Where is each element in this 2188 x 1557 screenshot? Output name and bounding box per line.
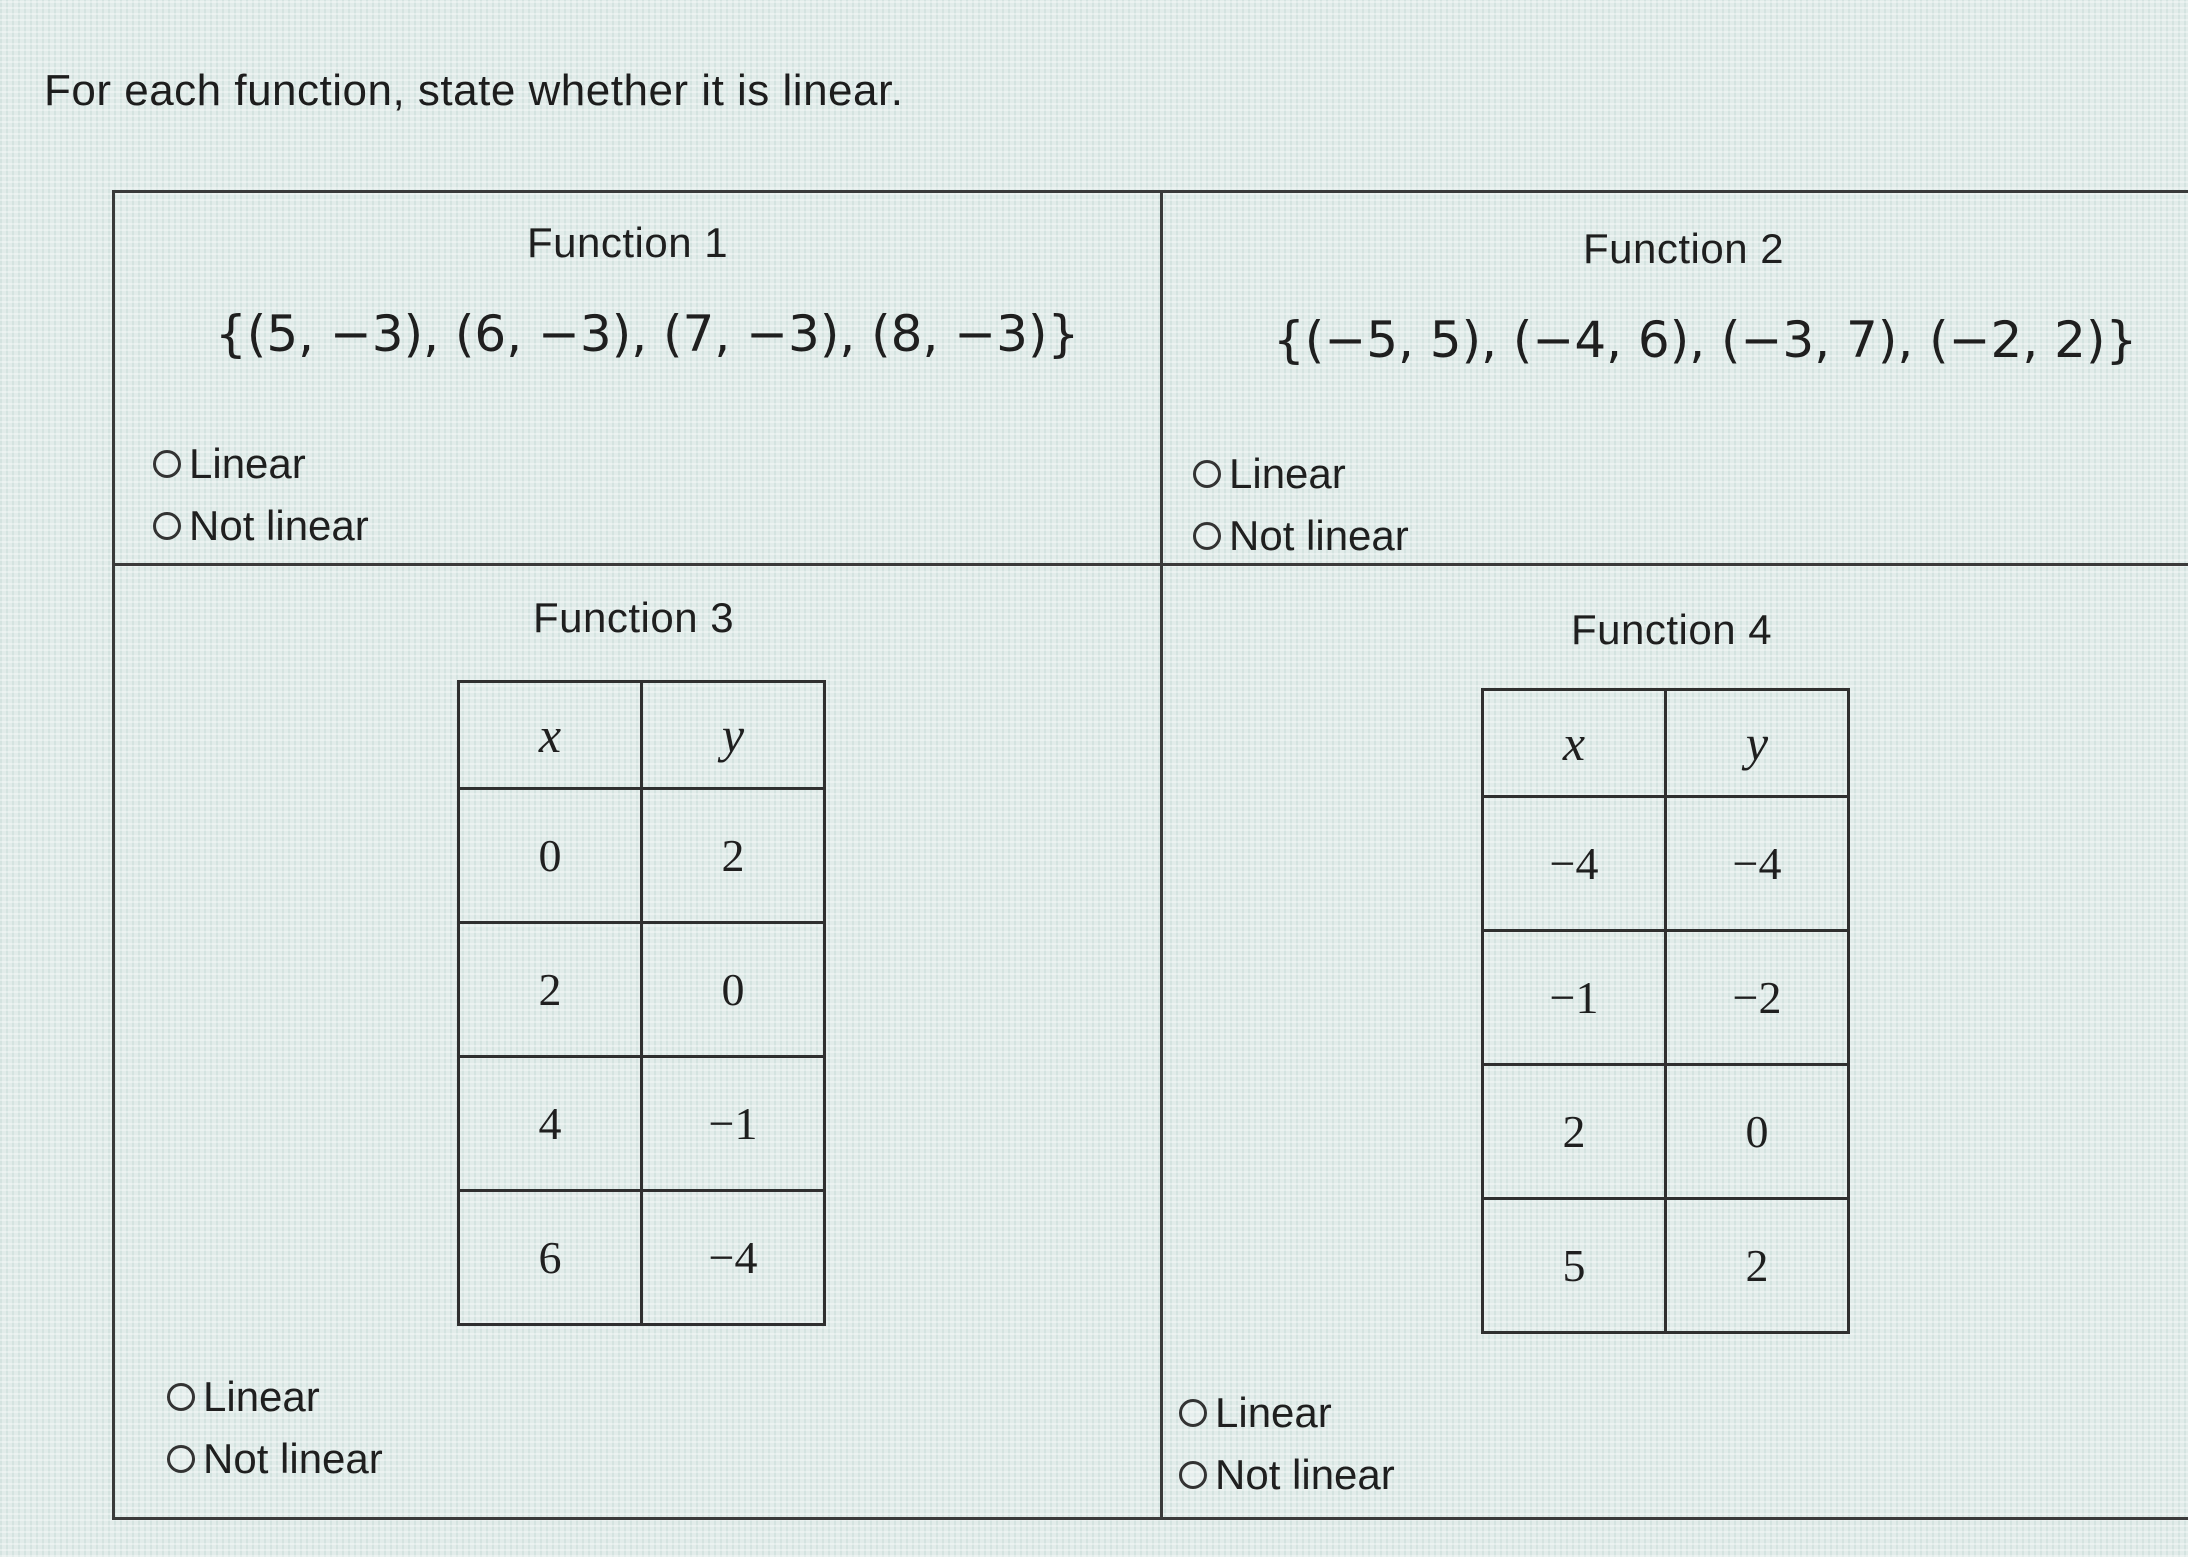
table-row: [459, 789, 825, 923]
table-row: [459, 1191, 825, 1325]
y-cell: −4: [1666, 797, 1849, 931]
function-3-option-not-linear[interactable]: [167, 1428, 383, 1490]
function-2-option-linear[interactable]: [1193, 443, 1409, 505]
function-3-table: [457, 680, 826, 1326]
function-3-linear-label: Linear: [203, 1373, 320, 1420]
x-cell: 2: [1483, 1065, 1666, 1199]
function-4-title: Function 4: [1571, 606, 1773, 653]
function-1-option-linear[interactable]: [153, 433, 369, 495]
function-4-not-linear-radio[interactable]: [1179, 1461, 1207, 1489]
x-cell: 6: [459, 1191, 642, 1325]
y-cell: 2: [1666, 1199, 1849, 1333]
function-2-title: Function 2: [1583, 225, 1785, 272]
function-4-linear-radio[interactable]: [1179, 1399, 1207, 1427]
function-1-not-linear-label: Not linear: [189, 502, 369, 549]
function-3-not-linear-label: Not linear: [203, 1435, 383, 1482]
function-1-title: Function 1: [527, 219, 729, 266]
function-3-options: [167, 1366, 383, 1490]
function-2-options: [1193, 443, 1409, 567]
y-header: y: [642, 682, 825, 789]
x-cell: −4: [1483, 797, 1666, 931]
function-2-set: {(−5, 5), (−4, 6), (−3, 7), (−2, 2)}: [1273, 311, 2138, 369]
function-3-cell: [115, 566, 1160, 1520]
function-1-set: {(5, −3), (6, −3), (7, −3), (8, −3)}: [215, 305, 1080, 363]
function-1-option-not-linear[interactable]: [153, 495, 369, 557]
function-4-not-linear-label: Not linear: [1215, 1451, 1395, 1498]
function-2-linear-radio[interactable]: [1193, 460, 1221, 488]
function-2-not-linear-label: Not linear: [1229, 512, 1409, 559]
function-4-cell: [1163, 566, 2188, 1520]
function-4-options: [1179, 1382, 1395, 1506]
functions-grid: [112, 190, 2188, 1520]
table-row: [1483, 931, 1849, 1065]
function-1-linear-radio[interactable]: [153, 450, 181, 478]
function-4-table: [1481, 688, 1850, 1334]
y-cell: 2: [642, 789, 825, 923]
function-4-linear-label: Linear: [1215, 1389, 1332, 1436]
x-cell: 2: [459, 923, 642, 1057]
function-1-options: [153, 433, 369, 557]
table-row: [459, 1057, 825, 1191]
table-row: [459, 923, 825, 1057]
x-cell: 5: [1483, 1199, 1666, 1333]
function-3-not-linear-radio[interactable]: [167, 1445, 195, 1473]
function-2-cell: [1163, 193, 2188, 563]
table-row: [1483, 1199, 1849, 1333]
x-header: x: [1483, 690, 1666, 797]
function-1-linear-label: Linear: [189, 440, 306, 487]
y-header: y: [1666, 690, 1849, 797]
function-4-option-not-linear[interactable]: [1179, 1444, 1395, 1506]
function-4-option-linear[interactable]: [1179, 1382, 1395, 1444]
x-cell: −1: [1483, 931, 1666, 1065]
function-1-not-linear-radio[interactable]: [153, 512, 181, 540]
function-2-option-not-linear[interactable]: [1193, 505, 1409, 567]
table-header-row: [1483, 690, 1849, 797]
table-row: [1483, 797, 1849, 931]
question-prompt: For each function, state whether it is linear.: [44, 66, 904, 115]
x-header: x: [459, 682, 642, 789]
function-3-option-linear[interactable]: [167, 1366, 383, 1428]
y-cell: −2: [1666, 931, 1849, 1065]
function-2-not-linear-radio[interactable]: [1193, 522, 1221, 550]
function-2-linear-label: Linear: [1229, 450, 1346, 497]
y-cell: 0: [642, 923, 825, 1057]
y-cell: −1: [642, 1057, 825, 1191]
x-cell: 4: [459, 1057, 642, 1191]
y-cell: −4: [642, 1191, 825, 1325]
function-3-title: Function 3: [533, 594, 735, 641]
function-3-linear-radio[interactable]: [167, 1383, 195, 1411]
y-cell: 0: [1666, 1065, 1849, 1199]
table-row: [1483, 1065, 1849, 1199]
table-header-row: [459, 682, 825, 789]
x-cell: 0: [459, 789, 642, 923]
function-1-cell: [115, 193, 1160, 563]
